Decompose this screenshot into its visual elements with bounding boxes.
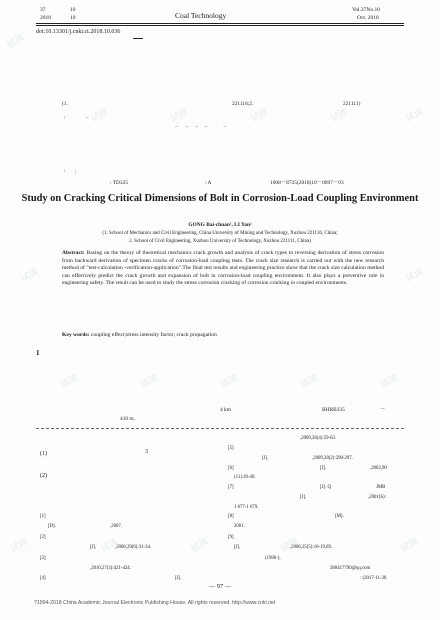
cn-abstract-marks: : – [64,115,89,121]
body-bhrb: BHRB335 [322,407,345,413]
affiliation-en-1: (1. School of Mechanics and Civil Engineering, China University of Mining and Technology, Xuzhou 221116, China; [102,231,338,236]
page-number: — 97 — [208,583,232,590]
ref-7-pages: 1 677-1 679. [234,505,259,510]
abstract-body: Basing on the theory of theoretical mechanics crack growth and analysis of crack types to reversing derivation of stress corrosion from backward derivation of specimen cracks of corrosion-load coupling tests. The crack size research is carried out with the new research method of "test-calculation -verification-application".The final test results and engineering practice show that the crack size calculation method can effectively predict the crack growth and expansion of bolt in corrosion-load coupling environment. It also plays a preventive role in engineering safety. The result can be used to study the stress corrosion cracking of corrosion cracking in coupled environments. [62,250,384,287]
ref-8-year: 2001. [234,524,245,529]
header-date-right: Oct. 2018 [357,15,379,21]
watermark-stamp: 试读 [59,373,81,391]
keywords-en [62,332,384,340]
watermark-stamp: 试读 [329,107,351,125]
ref-5-year: ,2009,28(2):290-297. [312,456,353,461]
equation-1-label: (1) [40,451,47,457]
title-en: Study on Cracking Critical Dimensions of Bolt in Corrosion-Load Coupling Environment [21,193,419,204]
body-4km: 4 km [220,407,231,413]
ref-7-type: [J]. Q [320,485,331,490]
header-month-left: 10 [70,15,76,21]
ref-5: [5] [228,446,234,451]
affil-cn-zip1: 221116;2. [232,101,254,107]
header-year-left: 2018 [40,15,51,21]
abstract-en [62,250,384,288]
watermark-stamp: 试读 [99,537,121,555]
ref-6: [6] [228,466,234,471]
watermark-stamp: 试读 [299,373,321,391]
journal-name: Coal Technology [175,11,227,20]
ref-3: [3] [40,556,46,561]
document-code: : A [205,180,212,186]
watermark-stamp: 试读 [169,107,191,125]
ref-2: [2] [40,535,46,540]
header-vol-right: Vol.37No.10 [352,7,381,13]
ref-4: [4] [40,576,46,581]
ref-1: [1] [40,514,46,519]
ref-6-pages: (11):39-40. [234,475,256,480]
equation-1-number: 3 [145,449,148,455]
author-email: 380417790@qq.com [330,566,371,571]
ref-7-jmb: JMB [376,485,386,490]
header-rule-thin [36,25,404,26]
ref-2-year: ,2008,29(6):31-34. [115,545,152,550]
watermark-stamp: 试读 [404,107,426,125]
abstract-label: Abstract: [62,250,85,256]
affiliation-en-2: 2. School of Civil Engineering, Xuzhou University of Technology, Xuzhou 221111, China) [129,239,311,244]
ref-9-type: [J]. [234,545,241,550]
header-rule [36,23,404,24]
clc-number: : TD325 [110,180,129,186]
header-vol-left: 37 [40,7,46,13]
received-date: : (2017-11-30 [360,576,387,581]
watermark-stamp: 试读 [19,267,41,285]
section-1-heading: 1 [36,349,40,357]
authors-en: GONG Bai-chuan¹, LI Yan² [188,222,252,228]
ref-7-year: ,2001(S): [368,495,386,500]
ref-2-type: [J]. [90,545,97,550]
cn-keywords-mark: : ; [64,168,77,174]
watermark-stamp: 试读 [379,373,401,391]
ref-8-type: [M]. [335,514,344,519]
watermark-stamp: 试读 [139,373,161,391]
ref-4-year: ,2009,28(4):59-63. [300,436,337,441]
ref-6-type: [J]. [320,466,327,471]
ref-5-type: [J]. [262,456,269,461]
body-dash: － [380,407,386,413]
ref-1-type: [D]. [48,524,56,529]
article-number: 1008－8725(2018)10－0097－03 [270,180,344,186]
watermark-stamp: 试读 [279,537,301,555]
keywords-label: Key words: [62,332,90,338]
doi: doi:10.13301/j.cnki.ct.2018.10.036 [36,29,121,35]
ref-7-type-2: [J]. [300,495,307,500]
watermark-stamp: 试读 [404,267,426,285]
affil-cn-open: (1. [62,101,68,107]
ref-7: [7] [228,485,234,490]
ref-1-year: ,2007. [110,524,122,529]
watermark-stamp: 试读 [9,537,31,555]
affil-cn-zip2: 221111) [343,101,361,107]
ref-4-type: [J]. [175,576,182,581]
title-cn-mark [133,38,143,39]
watermark-stamp: 试读 [219,373,241,391]
equation-2-label: (2) [40,473,47,479]
header-issue-left: 10 [70,7,76,13]
author-birth: (1986-), [265,556,281,561]
watermark-stamp: 试读 [399,537,421,555]
column-divider-rule [36,428,404,429]
ref-9-year: ,2006,35(5):16-19,89. [290,545,333,550]
body-410m: 410 m, [120,416,135,422]
watermark-stamp: 试读 [189,537,211,555]
watermark-stamp: 试读 [89,107,111,125]
watermark-stamp: 试读 [5,33,27,51]
ref-8: [8] [228,514,234,519]
copyright-footer: ?1994-2018 China Academic Journal Electronic Publishing House. All rights reserved. http://www.cnki.net [34,600,276,606]
ref-6-year: ,2003,90 [370,466,387,471]
ref-3-year: ,2010,27(3):421-424. [90,566,131,571]
cn-abstract-dashes: – – – – – [175,124,227,130]
watermark-stamp: 试读 [249,107,271,125]
keywords-body: coupling effect;stress intensity factor; crack propagation [90,332,217,338]
ref-9: [9] [228,535,234,540]
